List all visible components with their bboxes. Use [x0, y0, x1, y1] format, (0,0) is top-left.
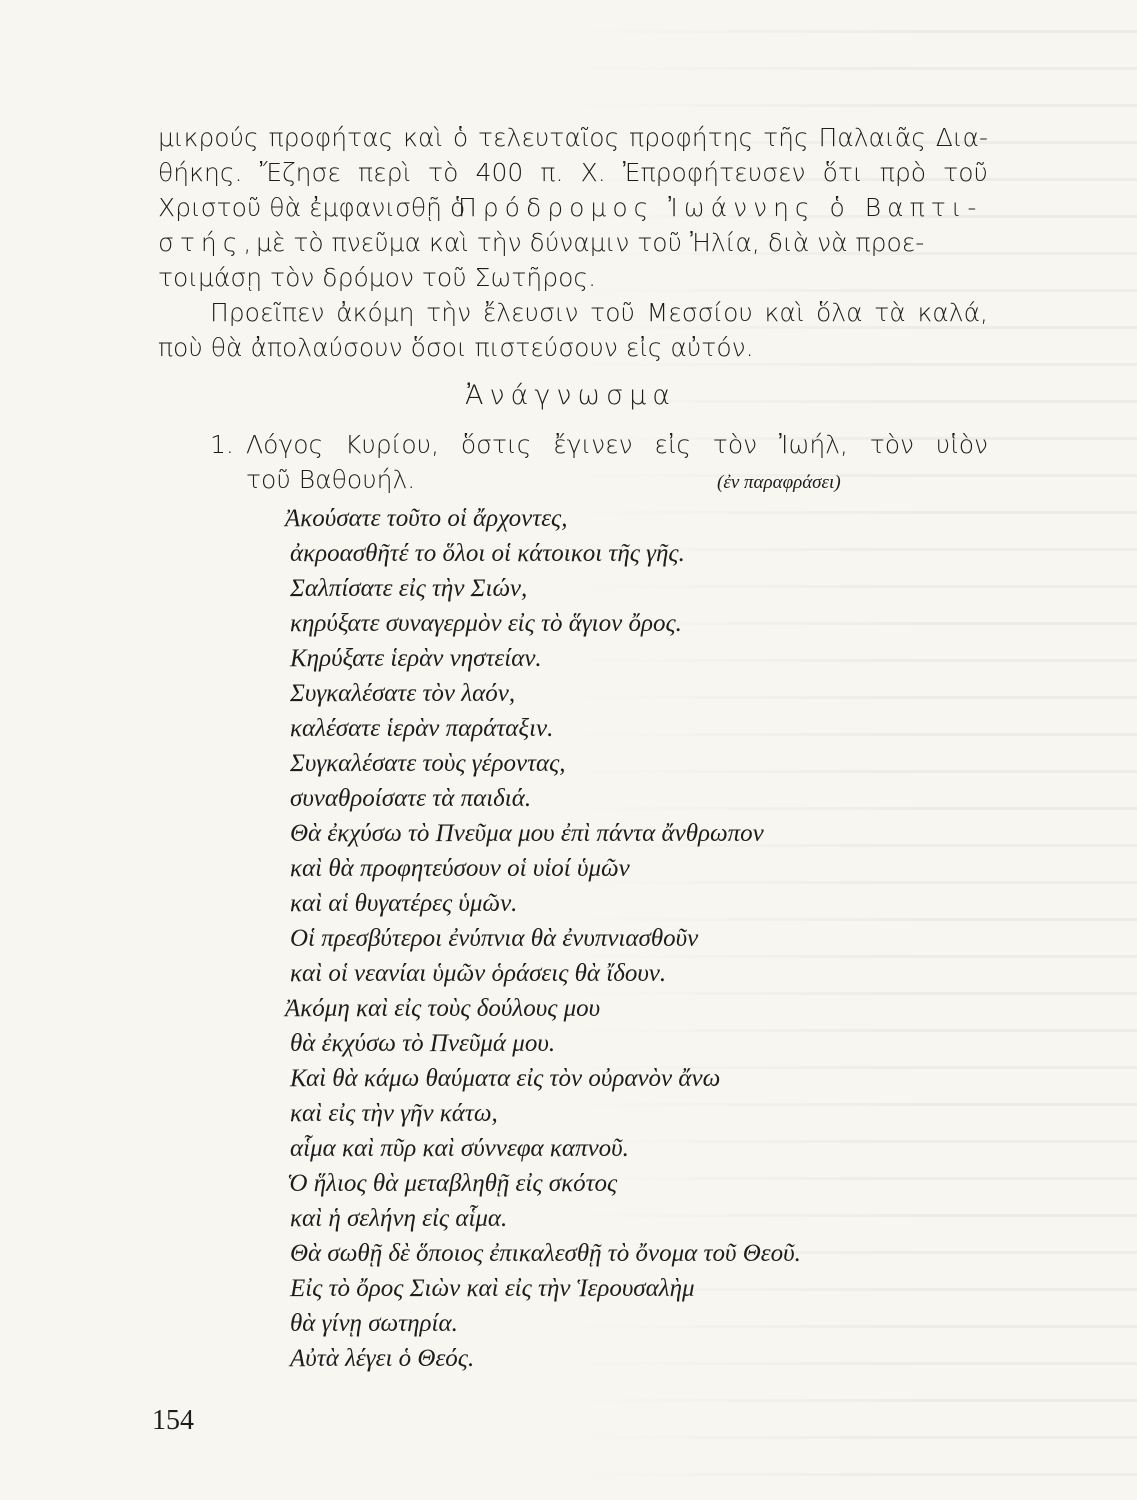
paraphrase-note: (ἐν παραφράσει): [717, 472, 841, 493]
intro-line-4b: μὲ τὸ πνεῦμα καὶ τὴν δύναμιν τοῦ Ἠλία, διὰ νὰ προε-: [256, 228, 925, 257]
paragraph2-line-1: Προεῖπεν ἀκόμη τὴν ἔλευσιν τοῦ Μεσσίου καὶ ὅλα τὰ καλά,: [210, 298, 988, 327]
poem-line: Ἀκόμη καὶ εἰς τοὺς δούλους μου: [285, 995, 601, 1022]
poem-line: συναθροίσατε τὰ παιδιά.: [290, 785, 532, 812]
item-line-2: τοῦ Βαθουήλ.: [246, 465, 416, 494]
poem-line: Εἰς τὸ ὄρος Σιὼν καὶ εἰς τὴν Ἱερουσαλὴμ: [290, 1275, 695, 1302]
poem-line: ἀκροασθῆτέ το ὅλοι οἱ κάτοικοι τῆς γῆς.: [290, 540, 685, 567]
poem-line: καλέσατε ἱερὰν παράταξιν.: [290, 715, 554, 742]
poem-line: θὰ γίνῃ σωτηρία.: [290, 1310, 458, 1337]
poem-line: καὶ θὰ προφητεύσουν οἱ υἱοί ὑμῶν: [290, 855, 630, 882]
poem-line: Συγκαλέσατε τὸν λαόν,: [290, 680, 516, 707]
intro-line-4a-stis: στής,: [158, 228, 258, 257]
intro-line-3a: Χριστοῦ θὰ ἐμφανισθῇ ὁ: [158, 193, 466, 222]
poem-line: θὰ ἐκχύσω τὸ Πνεῦμά μου.: [290, 1030, 556, 1057]
poem-line: Κηρύξατε ἱερὰν νηστείαν.: [290, 645, 542, 672]
poem-line: Ὁ ἥλιος θὰ μεταβληθῇ εἰς σκότος: [287, 1170, 618, 1197]
poem-line: Καὶ θὰ κάμω θαύματα εἰς τὸν οὐρανὸν ἄνω: [290, 1065, 721, 1092]
poem-line: Ἀκούσατε τοῦτο οἱ ἄρχοντες,: [285, 505, 568, 532]
item-number: 1.: [210, 430, 234, 459]
poem-line: αἷμα καὶ πῦρ καὶ σύννεφα καπνοῦ.: [290, 1135, 629, 1162]
poem-line: καὶ αἱ θυγατέρες ὑμῶν.: [290, 890, 518, 917]
poem-line: κηρύξατε συναγερμὸν εἰς τὸ ἅγιον ὄρος.: [290, 610, 682, 637]
item-line-1: Λόγος Κυρίου, ὅστις ἔγινεν εἰς τὸν Ἰωήλ, τὸν υἱὸν: [246, 430, 988, 459]
poem-line: καὶ ἡ σελήνη εἰς αἷμα.: [290, 1205, 508, 1232]
intro-line-1: μικρούς προφήτας καὶ ὁ τελευταῖος προφήτης τῆς Παλαιᾶς Δια-: [158, 123, 988, 152]
page-number: 154: [152, 1405, 194, 1436]
intro-line-2: θήκης. Ἔζησε περὶ τὸ 400 π. Χ. Ἐπροφήτευσεν ὅτι πρὸ τοῦ: [158, 158, 988, 187]
paragraph2-line-2: ποὺ θὰ ἀπολαύσουν ὅσοι πιστεύσουν εἰς αὐτόν.: [158, 333, 754, 362]
poem-line: Οἱ πρεσβύτεροι ἐνύπνια θὰ ἐνυπνιασθοῦν: [290, 925, 699, 952]
intro-line-5: τοιμάσῃ τὸν δρόμον τοῦ Σωτῆρος.: [158, 263, 597, 292]
poem-line: Αὐτὰ λέγει ὁ Θεός.: [290, 1345, 475, 1372]
poem-line: Συγκαλέσατε τοὺς γέροντας,: [290, 750, 566, 777]
poem-line: καὶ εἰς τὴν γῆν κάτω,: [290, 1100, 498, 1127]
poem-line: Θὰ σωθῇ δὲ ὅποιος ἐπικαλεσθῇ τὸ ὄνομα τοῦ Θεοῦ.: [290, 1240, 801, 1267]
poem-line: καὶ οἱ νεανίαι ὑμῶν ὁράσεις θὰ ἴδουν.: [290, 960, 667, 987]
section-heading: Ἀνάγνωσμα: [465, 380, 677, 411]
intro-line-3b-prodromos: Πρόδρομος Ἰωάννης ὁ Βαπτι-: [458, 193, 983, 222]
poem-line: Σαλπίσατε εἰς τὴν Σιών,: [290, 575, 528, 602]
poem-line: Θὰ ἐκχύσω τὸ Πνεῦμα μου ἐπὶ πάντα ἄνθρωπον: [290, 820, 764, 847]
